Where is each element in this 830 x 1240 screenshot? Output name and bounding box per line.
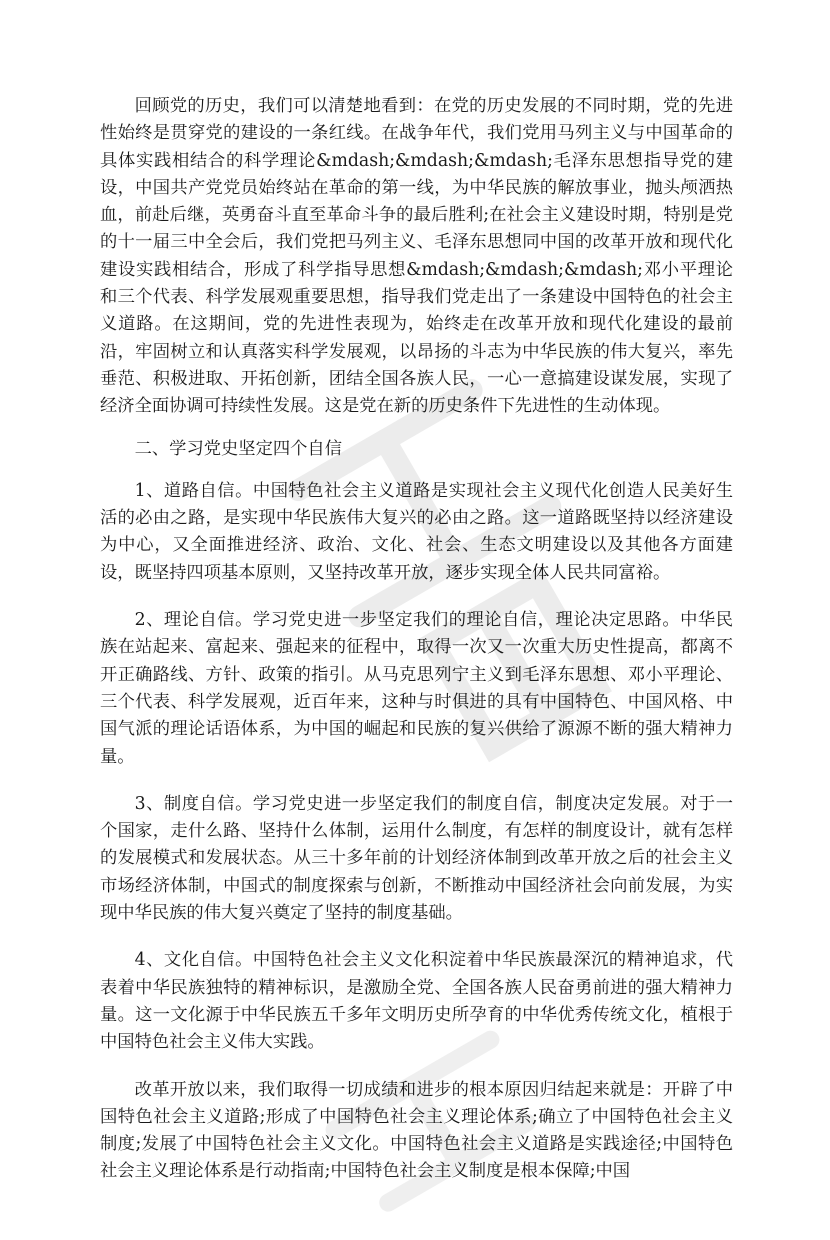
paragraph-road-confidence: 1、道路自信。中国特色社会主义道路是实现社会主义现代化创造人民美好生活的必由之路，是实现中华民族伟大复兴的必由之路。这一道路既坚持以经济建设为中心，又全面推进经济、政治、文化、社会、生态文明建设以及其他各方面建设，既坚持四项基本原则，又坚持改革开放，逐步实现全体人民共同富裕。: [100, 480, 733, 583]
document-body: [100, 93, 733, 1186]
section-heading: 二、学习党史坚定四个自信: [134, 438, 342, 459]
paragraph-system-confidence: 3、制度自信。学习党史进一步坚定我们的制度自信，制度决定发展。对于一个国家，走什么路、坚持什么体制，运用什么制度，有怎样的制度设计，就有怎样的发展模式和发展状态。从三十多年前的计划经济体制到改革开放之后的社会主义市场经济体制，中国式的制度探索与创新，不断推动中国经济社会向前发展，为实现中华民族的伟大复兴奠定了坚持的制度基础。: [100, 793, 733, 924]
closing-paragraph: 改革开放以来，我们取得一切成绩和进步的根本原因归结起来就是：开辟了中国特色社会主义道路;形成了中国特色社会主义理论体系;确立了中国特色社会主义制度;发展了中国特色社会主义文化。中国特色社会主义道路是实践途径;中国特色社会主义理论体系是行动指南;中国特色社会主义制度是根本保障;中国: [100, 1079, 733, 1182]
paragraph-culture-confidence: 4、文化自信。中国特色社会主义文化积淀着中华民族最深沉的精神追求，代表着中华民族独特的精神标识，是激励全党、全国各族人民奋勇前进的强大精神力量。这一文化源于中华民族五千多年文明历史所孕育的中华优秀传统文化，植根于中国特色社会主义伟大实践。: [100, 950, 733, 1053]
paragraph-theory-confidence: 2、理论自信。学习党史进一步坚定我们的理论自信，理论决定思路。中华民族在站起来、富起来、强起来的征程中，取得一次又一次重大历史性提高，都离不开正确路线、方针、政策的指引。从马克思列宁主义到毛泽东思想、邓小平理论、三个代表、科学发展观，近百年来，这种与时俱进的具有中国特色、中国风格、中国气派的理论话语体系，为中国的崛起和民族的复兴供给了源源不断的强大精神力量。: [100, 610, 733, 767]
intro-paragraph: 回顾党的历史，我们可以清楚地看到：在党的历史发展的不同时期，党的先进性始终是贯穿党的建设的一条红线。在战争年代，我们党用马列主义与中国革命的具体实践相结合的科学理论&mdash;&mdash;&mdash;毛泽东思想指导党的建设，中国共产党党员始终站在革命的第一线，为中华民族的解放事业，抛头颅洒热血，前赴后继，英勇奋斗直至革命斗争的最后胜利;在社会主义建设时期，特别是党的十一届三中全会后，我们党把马列主义、毛泽东思想同中国的改革开放和现代化建设实践相结合，形成了科学指导思想&mdash;&mdash;&mdash;邓小平理论和三个代表、科学发展观重要思想，指导我们党走出了一条建设中国特色的社会主义道路。在这期间，党的先进性表现为，始终走在改革开放和现代化建设的最前沿，牢固树立和认真落实科学发展观，以昂扬的斗志为中华民族的伟大复兴，率先垂范、积极进取、开拓创新，团结全国各族人民，一心一意搞建设谋发展，实现了经济全面协调可持续性发展。这是党在新的历史条件下先进性的生动体现。: [100, 96, 733, 417]
